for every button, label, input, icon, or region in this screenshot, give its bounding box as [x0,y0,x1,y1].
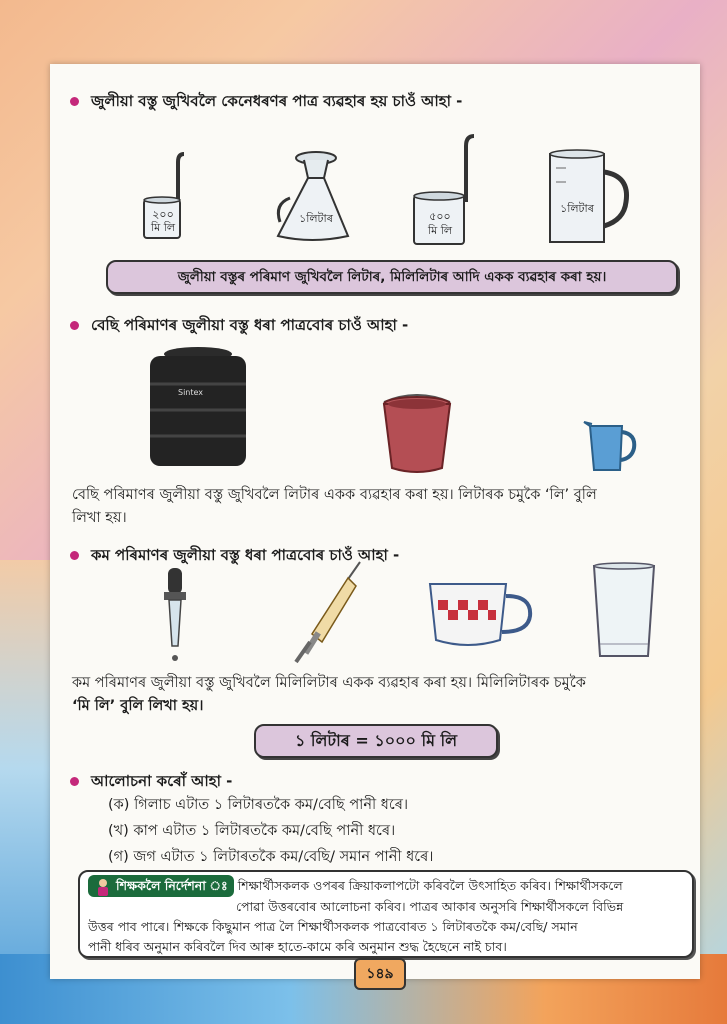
section2-heading [70,314,408,339]
section3-paragraph-line2: ‘মি লি’ বুলি লিখা হয়। [72,698,204,714]
section1-heading-text: জুলীয়া বস্তু জুখিবলৈ কেনেধৰণৰ পাত্ৰ ব্যৱহাৰ হয় চাওঁ আহা - [91,92,463,110]
discussion-heading-text: আলোচনা কৰোঁ আহা - [91,772,233,790]
one-litre-can [268,148,352,244]
ladle-200-unit: মি লি [150,221,176,234]
glass-image [590,562,658,662]
bullet-icon [70,551,79,560]
discussion-item-ka: (ক) গিলাচ এটাত ১ লিটাৰতকৈ কম/বেছি পানী ধৰে। [108,797,409,813]
section1-heading [70,90,462,115]
page-number: ১৪৯ [354,958,406,990]
cup-image [426,578,538,650]
one-litre-mug [544,148,634,248]
teacher-note-line2: পোৱা উত্তৰবোৰ আলোচনা কৰিব। পাত্ৰৰ আকাৰ অনুসৰি শিক্ষাৰ্থীসকলে বিভিন্ন [236,899,624,914]
jug-image [582,418,638,474]
teacher-note-line4: পানী ধৰিব অনুমান কৰিবলৈ দিব আৰু হাতে-কামে কৰি অনুমান শুদ্ধ হৈছেনে নাই চাব। [88,939,507,954]
section3-paragraph [72,672,684,718]
discussion-item-kha: (খ) কাপ এটাত ১ লিটাৰতকৈ কম/বেছি পানী ধৰে। [108,823,396,839]
bullet-icon [70,777,79,786]
section2-paragraph-line1: বেছি পৰিমাণৰ জুলীয়া বস্তু জুখিবলৈ লিটাৰ একক ব্যৱহাৰ কৰা হয়। লিটাৰক চমুকৈ ‘লি’ বুলি [72,487,597,503]
section3-paragraph-line1: কম পৰিমাণৰ জুলীয়া বস্তু জুখিবলৈ মিলিলিটাৰ একক ব্যৱহাৰ কৰা হয়। মিলিলিটাৰক চমুকৈ [72,675,586,691]
ladle-200-volume: ২০০ [152,208,174,221]
ladle-500-volume: ৫০০ [429,210,451,223]
discussion-heading [70,770,232,795]
discussion-item-ga: (গ) জগ এটাত ১ লিটাৰতকৈ কম/বেছি/ সমান পানী ধৰে। [108,849,434,865]
unit-highlight-box [106,260,678,294]
mug-volume-label: ১লিটাৰ [560,202,594,215]
litre-equation-box [254,724,498,758]
teacher-note-tag [88,875,234,897]
litre-equation-text: ১ লিটাৰ = ১০০০ মি লি [294,731,458,750]
teacher-note-tag-text: শিক্ষকলৈ নিৰ্দেশনা ঃ [116,878,228,893]
section2-paragraph [72,484,684,530]
syringe-image [290,560,364,664]
bullet-icon [70,321,79,330]
ladle-200ml [138,150,198,242]
teacher-instruction-box [78,870,694,958]
unit-highlight-text: জুলীয়া বস্তুৰ পৰিমাণ জুখিবলৈ লিটাৰ, মিলিলিটাৰ আদি একক ব্যৱহাৰ কৰা হয়। [177,269,607,285]
ladle-500ml [410,132,482,248]
tank-brand-text: Sintex [178,388,204,397]
section2-heading-text: বেছি পৰিমাণৰ জুলীয়া বস্তু ধৰা পাত্ৰবোৰ চাওঁ আহা - [91,316,409,334]
water-tank-image [148,344,248,470]
bullet-icon [70,97,79,106]
ladle-500-unit: মি লি [427,224,453,237]
teacher-icon [94,878,112,896]
textbook-page [50,64,700,982]
can-volume-label: ১লিটাৰ [299,212,333,225]
teacher-note-line3: উত্তৰ পাব পাৰে। শিক্ষকে কিছুমান পাত্ৰ লৈ শিক্ষাৰ্থীসকলক পাত্ৰবোৰত ১ লিটাৰতকৈ কম/বেছি/ সমান [88,919,578,934]
teacher-note-line1: শিক্ষাৰ্থীসকলক ওপৰৰ ক্ৰিয়াকলাপটো কৰিবলৈ উৎসাহিত কৰিব। শিক্ষাৰ্থীসকলে [237,878,623,893]
dropper-image [158,566,192,666]
section2-paragraph-line2: লিখা হয়। [72,510,127,526]
bucket-image [380,394,454,474]
section3-heading-text: কম পৰিমাণৰ জুলীয়া বস্তু ধৰা পাত্ৰবোৰ চাওঁ আহা - [91,546,400,564]
